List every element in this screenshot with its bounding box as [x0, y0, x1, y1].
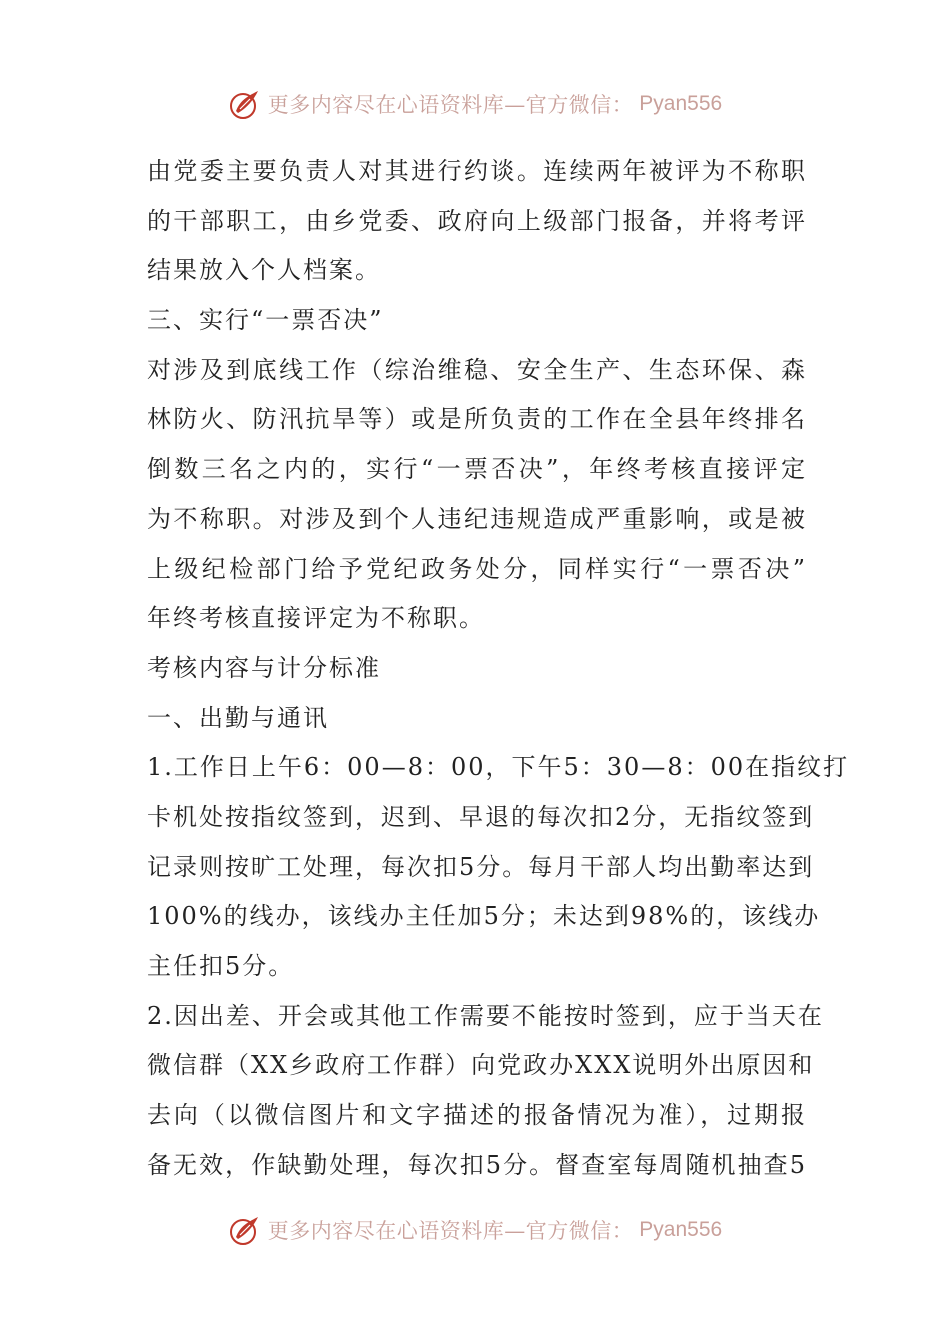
- watermark-text: 更多内容尽在心语资料库—官方微信：: [267, 1219, 634, 1243]
- section-heading: 考核内容与计分标准: [147, 653, 381, 682]
- body-line: 卡机处按指纹签到，迟到、早退的每次扣2分，无指纹签到: [147, 802, 815, 831]
- body-line: 对涉及到底线工作（综治维稳、安全生产、生态环保、森: [147, 355, 807, 384]
- header-watermark: [0, 84, 950, 124]
- pen-nib-logo-icon: [228, 1213, 262, 1247]
- body-line: 结果放入个人档案。: [147, 256, 381, 285]
- watermark-wechat-id: Pyan556: [639, 1218, 723, 1241]
- body-line: 主任扣5分。: [147, 952, 295, 980]
- pen-nib-logo-icon: [228, 87, 262, 121]
- section-heading: 三、实行“一票否决”: [147, 306, 384, 335]
- body-line: 微信群（XX乡政府工作群）向党政办XXX说明外出原因和: [147, 1051, 815, 1080]
- body-line: 记录则按旷工处理，每次扣5分。每月干部人均出勤率达到: [147, 852, 815, 881]
- body-line: 为不称职。对涉及到个人违纪违规造成严重影响，或是被: [147, 504, 807, 533]
- body-line: 100%的线办，该线办主任加5分；未达到98%的，该线办: [147, 902, 821, 931]
- footer-watermark: [0, 1210, 950, 1250]
- body-line: 1.工作日上午6：00—8：00，下午5：30—8：00在指纹打: [147, 753, 850, 782]
- body-line: 倒数三名之内的，实行“一票否决”，年终考核直接评定: [147, 455, 807, 484]
- body-line: 去向（以微信图片和文字描述的报备情况为准），过期报: [147, 1101, 807, 1130]
- body-line: 林防火、防汛抗旱等）或是所负责的工作在全县年终排名: [147, 405, 807, 434]
- watermark-text: 更多内容尽在心语资料库—官方微信：: [267, 93, 634, 117]
- watermark-wechat-id: Pyan556: [639, 92, 723, 115]
- body-line: 年终考核直接评定为不称职。: [147, 604, 485, 633]
- document-body: [147, 147, 850, 1190]
- body-line: 由党委主要负责人对其进行约谈。连续两年被评为不称职: [147, 157, 807, 185]
- body-line: 2.因出差、开会或其他工作需要不能按时签到，应于当天在: [147, 1001, 824, 1030]
- body-line: 上级纪检部门给予党纪政务处分，同样实行“一票否决”: [147, 554, 807, 583]
- section-heading: 一、出勤与通讯: [147, 703, 329, 732]
- body-line: 的干部职工，由乡党委、政府向上级部门报备，并将考评: [147, 206, 807, 235]
- body-line: 备无效，作缺勤处理，每次扣5分。督查室每周随机抽查5: [147, 1150, 807, 1179]
